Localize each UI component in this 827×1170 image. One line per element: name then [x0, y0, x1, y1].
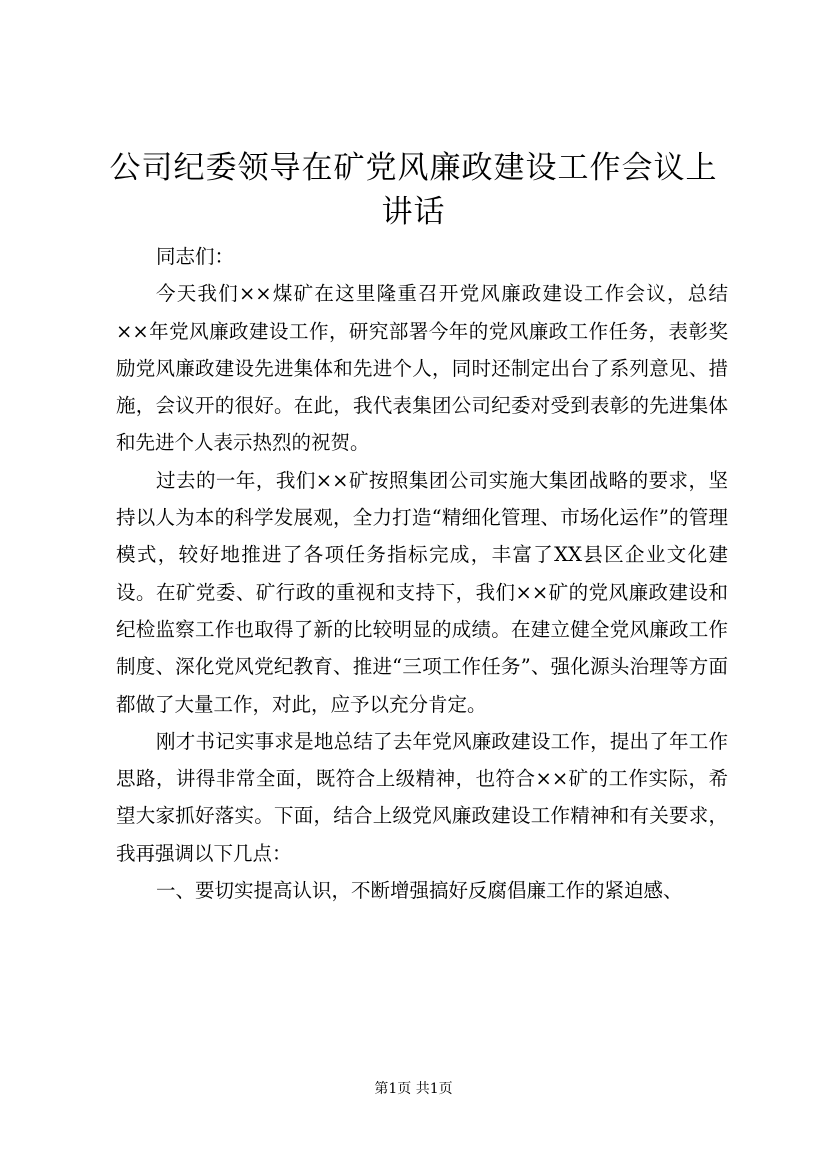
document-title: 公司纪委领导在矿党风廉政建设工作会议上讲话 [109, 150, 718, 230]
paragraph-2: 过去的一年，我们××矿按照集团公司实施大集团战略的要求，坚持以人为本的科学发展观，全力打造“精细化管理、市场化运作”的管理模式，较好地推进了各项任务指标完成，丰富了XX县区企业文化建设。在矿党委、矿行政的重视和支持下，我们××矿的党风廉政建设和纪检监察工作也取得了新的比较明显的成绩。在建立健全党风廉政工作制度、深化党风党纪教育、推进“三项工作任务”、强化源头治理等方面都做了大量工作，对此，应予以充分肯定。 [116, 468, 728, 716]
document-body [116, 238, 728, 909]
page-number-footer: 第1页 共1页 [374, 1081, 453, 1097]
paragraph-3: 刚才书记实事求是地总结了去年党风廉政建设工作，提出了年工作思路，讲得非常全面，既符合上级精神，也符合××矿的工作实际，希望大家抓好落实。下面，结合上级党风廉政建设工作精神和有关要求，我再强调以下几点： [116, 729, 728, 865]
paragraph-4: 一、要切实提高认识，不断增强搞好反腐倡廉工作的紧迫感、 [156, 879, 683, 903]
salutation: 同志们： [156, 245, 235, 268]
paragraph-1: 今天我们××煤矿在这里隆重召开党风廉政建设工作会议，总结××年党风廉政建设工作，研究部署今年的党风廉政工作任务，表彰奖励党风廉政建设先进集体和先进个人，同时还制定出台了系列意见、措施，会议开的很好。在此，我代表集团公司纪委对受到表彰的先进集体和先进个人表示热烈的祝贺。 [116, 282, 728, 455]
